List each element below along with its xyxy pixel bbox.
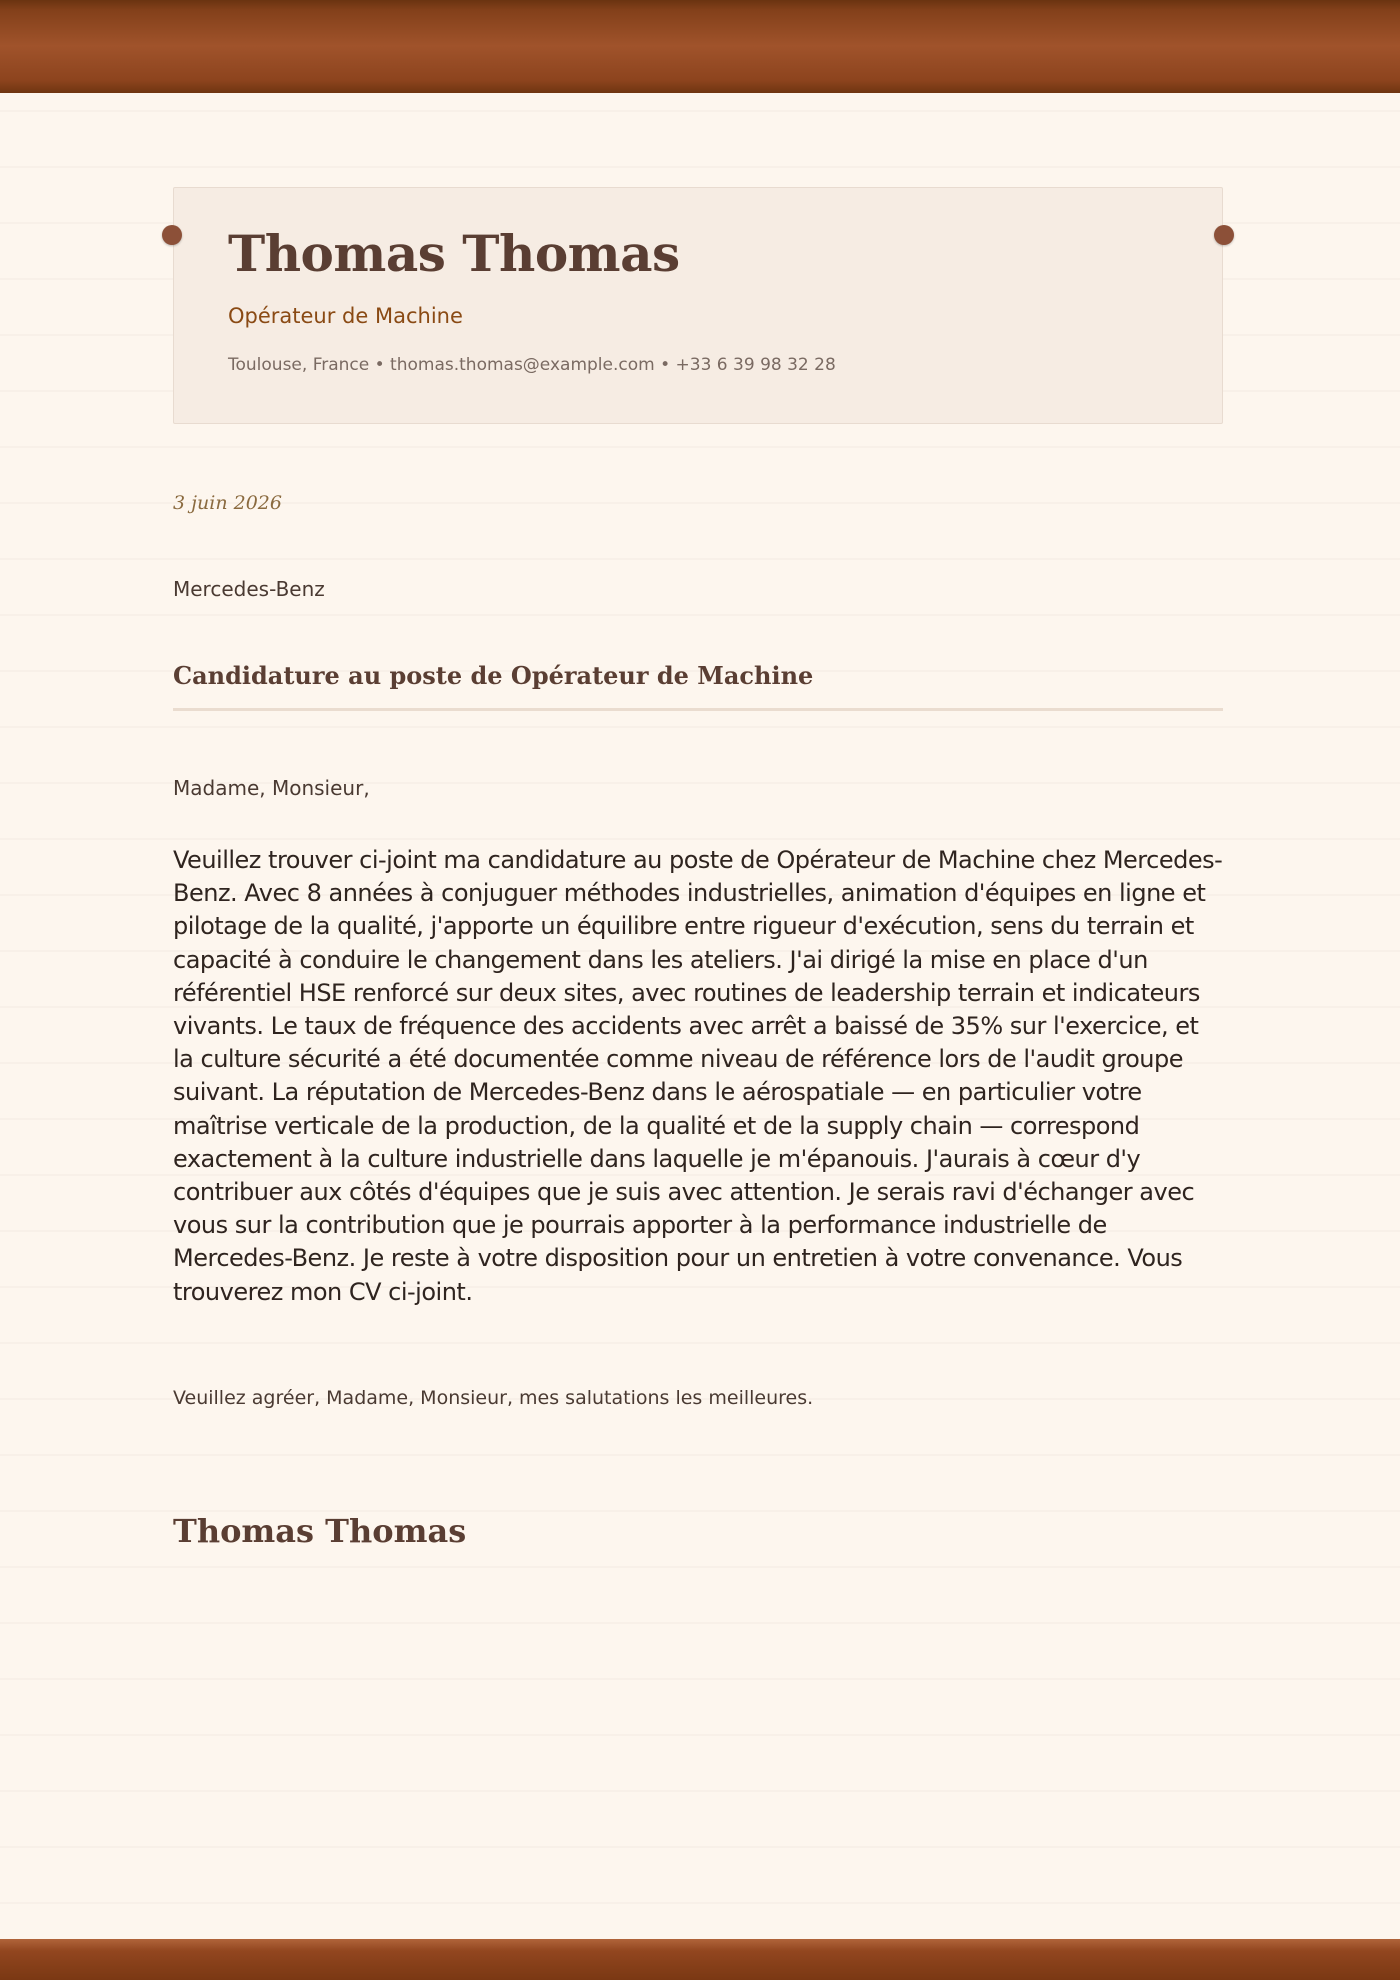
sender-contact: Toulouse, France • thomas.thomas@example.com • +33 6 39 98 32 28 (228, 355, 836, 375)
header-card (173, 187, 1223, 424)
top-decorative-band (0, 0, 1400, 93)
letter-subject: Candidature au poste de Opérateur de Machine (173, 661, 1223, 711)
pin-right-icon (1214, 225, 1234, 245)
bottom-decorative-band (0, 1939, 1400, 1980)
letter-closing: Veuillez agréer, Madame, Monsieur, mes salutations les meilleures. (173, 1387, 814, 1409)
sender-name: Thomas Thomas (228, 224, 680, 283)
letter-salutation: Madame, Monsieur, (173, 776, 370, 800)
letter-signature: Thomas Thomas (173, 1512, 467, 1550)
letter-body: Veuillez trouver ci-joint ma candidature au poste de Opérateur de Machine chez Mercedes-Benz. Avec 8 années à conjuguer méthodes industrielles, animation d'équipes en ligne et pilotage de la qualité, j'apporte un équilibre entre rigueur d'exécution, sens du terrain et capacité à conduire le changement dans les ateliers. J'ai dirigé la mise en place d'un référentiel HSE renforcé sur deux sites, avec routines de leadership terrain et indicateurs vivants. Le taux de fréquence des accidents avec arrêt a baissé de 35% sur l'exercice, et la culture sécurité a été documentée comme niveau de référence lors de l'audit groupe suivant. La réputation de Mercedes-Benz dans le aérospatiale — en particulier votre maîtrise verticale de la production, de la qualité et de la supply chain — correspond exactement à la culture industrielle dans laquelle je m'épanouis. J'aurais à cœur d'y contribuer aux côtés d'équipes que je suis avec attention. Je serais ravi d'échanger avec vous sur la contribution que je pourrais apporter à la performance industrielle de Mercedes-Benz. Je reste à votre disposition pour un entretien à votre convenance. Vous trouverez mon CV ci-joint. (173, 846, 1223, 1306)
letter-date: 3 juin 2026 (173, 492, 282, 514)
recipient-company: Mercedes-Benz (173, 577, 325, 601)
sender-role: Opérateur de Machine (228, 304, 463, 328)
pin-left-icon (162, 225, 182, 245)
